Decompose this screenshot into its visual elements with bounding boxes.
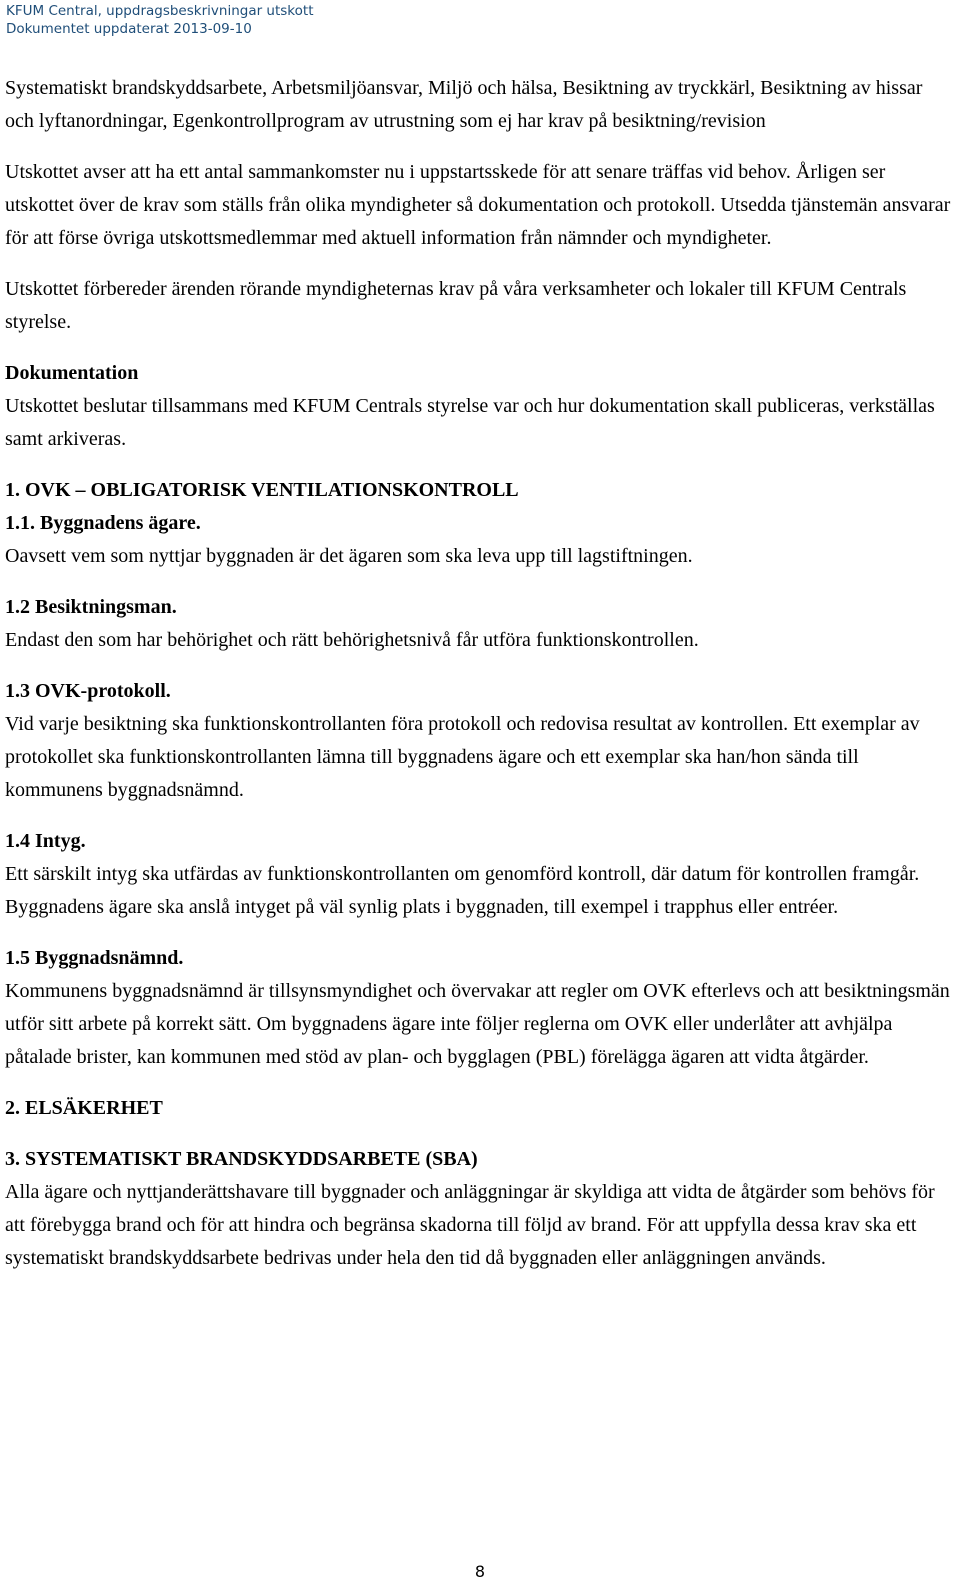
documentation-text: Utskottet beslutar tillsammans med KFUM Centrals styrelse var och hur dokumentation skall publiceras, verkställas samt arkiveras. (5, 395, 935, 450)
section-1-2-heading: 1.2 Besiktningsman. (5, 596, 177, 618)
intro-paragraph: Systematiskt brandskyddsarbete, Arbetsmiljöansvar, Miljö och hälsa, Besiktning av tryckkärl, Besiktning av hissar och lyftanordningar, Egenkontrollprogram av utrustning som ej har krav på besiktning/revision (5, 77, 923, 132)
document-updated-date: Dokumentet uppdaterat 2013-09-10 (6, 21, 252, 37)
section-3-text: Alla ägare och nyttjanderättshavare till byggnader och anläggningar är skyldiga att vidta de åtgärder som behövs för att förebygga brand och för att hindra och begränsa skadorna till följd av brand. För att uppfylla dessa krav ska ett systematiskt brandskyddsarbete bedrivas under hela den tid då byggnaden eller anläggningen används. (5, 1181, 935, 1269)
section-1-2-text: Endast den som har behörighet och rätt behörighetsnivå får utföra funktionskontrollen. (5, 629, 699, 651)
preparation-paragraph: Utskottet förbereder ärenden rörande myndigheternas krav på våra verksamheter och lokaler till KFUM Centrals styrelse. (5, 278, 907, 333)
section-1-4-text: Ett särskilt intyg ska utfärdas av funktionskontrollanten om genomförd kontroll, där datum för kontrollen framgår. Byggnadens ägare ska anslå intyget på väl synlig plats i byggnaden, till exempel i trapphus eller entréer. (5, 863, 920, 918)
section-1-3-text: Vid varje besiktning ska funktionskontrollanten föra protokoll och redovisa resultat av kontrollen. Ett exemplar av protokollet ska funktionskontrollanten lämna till byggnadens ägare och ett exemplar ska han/hon sända till kommunens byggnadsnämnd. (5, 713, 920, 801)
section-1-5-heading: 1.5 Byggnadsnämnd. (5, 947, 184, 969)
section-1-heading: 1. OVK – OBLIGATORISK VENTILATIONSKONTROLL (5, 479, 519, 501)
documentation-heading: Dokumentation (5, 362, 139, 384)
section-1-3-heading: 1.3 OVK-protokoll. (5, 680, 171, 702)
document-body (5, 72, 955, 1275)
document-title: KFUM Central, uppdragsbeskrivningar utskott (6, 3, 314, 19)
section-3-heading: 3. SYSTEMATISKT BRANDSKYDDSARBETE (SBA) (5, 1148, 478, 1170)
page-number: 8 (474, 1562, 486, 1581)
section-1-1-text: Oavsett vem som nyttjar byggnaden är det ägaren som ska leva upp till lagstiftningen. (5, 545, 693, 567)
section-1-1-heading: 1.1. Byggnadens ägare. (5, 512, 201, 534)
section-1-4-heading: 1.4 Intyg. (5, 830, 86, 852)
page-header (6, 2, 314, 38)
meetings-paragraph: Utskottet avser att ha ett antal sammankomster nu i uppstartsskede för att senare träffas vid behov. Årligen ser utskottet över de krav som ställs från olika myndigheter så dokumentation och protokoll. Utsedda tjänstemän ansvarar för att förse övriga utskottsmedlemmar med aktuell information från nämnder och myndigheter. (5, 161, 951, 249)
section-1-5-text: Kommunens byggnadsnämnd är tillsynsmyndighet och övervakar att regler om OVK efterlevs och att besiktningsmän utför sitt arbete på korrekt sätt. Om byggnadens ägare inte följer reglerna om OVK eller underlåter att avhjälpa påtalade brister, kan kommunen med stöd av plan- och bygglagen (PBL) förelägga ägaren att vidta åtgärder. (5, 980, 950, 1068)
section-2-heading: 2. ELSÄKERHET (5, 1097, 163, 1119)
